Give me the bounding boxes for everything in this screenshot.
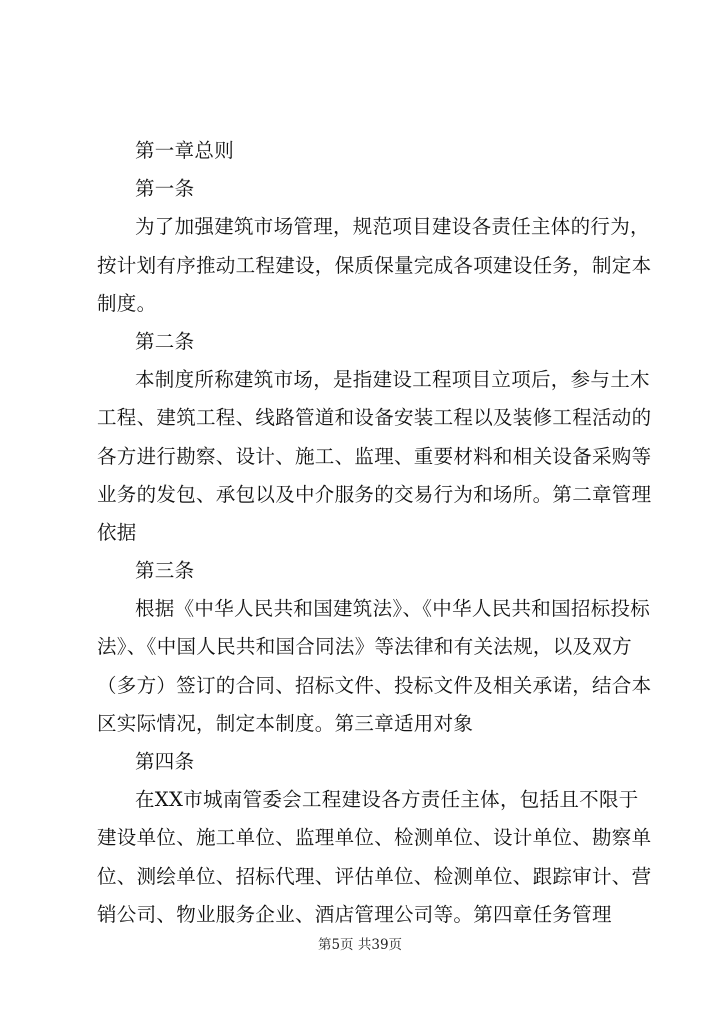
text-line: 在XX市城南管委会工程建设各方责任主体，包括且不限于 [135,788,639,812]
page-number-footer: 第5页 共39页 [317,937,403,953]
text-line: （多方）签订的合同、招标文件、投标文件及相关承诺，结合本 [97,673,652,697]
text-line: 根据《中华人民共和国建筑法》、《中华人民共和国招标投标 [135,597,651,621]
text-line: 第一条 [135,177,195,201]
text-line: 第四条 [135,750,195,773]
text-line: 法》、《中国人民共和国合同法》等法律和有关法规，以及双方 [97,635,632,659]
document-body [97,132,663,934]
text-line: 第二条 [135,329,195,353]
text-line: 为了加强建筑市场管理，规范项目建设各责任主体的行为， [135,215,650,239]
text-line: 制度。 [97,291,157,315]
text-line: 建设单位、施工单位、监理单位、检测单位、设计单位、勘察单 [97,826,652,850]
text-line: 工程、建筑工程、线路管道和设备安装工程以及装修工程活动的 [97,406,652,430]
text-line: 区实际情况，制定本制度。第三章适用对象 [97,711,474,735]
text-line: 第三条 [135,559,195,583]
text-line: 按计划有序推动工程建设，保质保量完成各项建设任务，制定本 [97,253,652,277]
text-line: 本制度所称建筑市场，是指建设工程项目立项后，参与土木 [135,368,650,392]
text-line: 位、测绘单位、招标代理、评估单位、检测单位、跟踪审计、营 [97,864,652,888]
text-line: 业务的发包、承包以及中介服务的交易行为和场所。第二章管理 [97,482,652,506]
text-line: 销公司、物业服务企业、酒店管理公司等。第四章任务管理 [97,902,612,926]
text-line: 第一章总则 [135,139,235,162]
text-line: 依据 [97,520,137,544]
text-line: 各方进行勘察、设计、施工、监理、重要材料和相关设备采购等 [97,444,652,468]
